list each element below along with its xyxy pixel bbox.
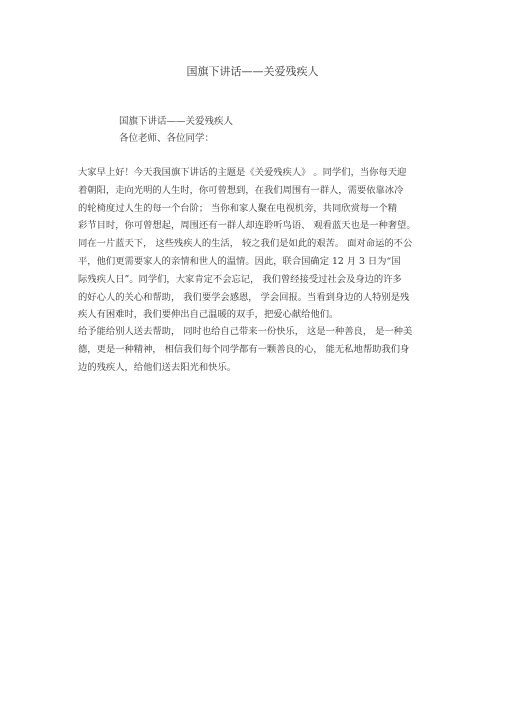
paragraph-line: 平，他们更需要家人的亲情和世人的温情。因此，联合国确定 12 月 3 日为“国	[78, 255, 401, 267]
paragraph-line: 际残疾人日”。同学们，大家肯定不会忘记， 我们曾经接受过社会及身边的许多	[78, 273, 402, 285]
paragraph-line: 的好心人的关心和帮助， 我们要学会感恩， 学会回报。当看到身边的人特别是残	[78, 291, 410, 303]
paragraph-line: 疾人有困难时，我们要伸出自己温暖的双手，把爱心献给他们。	[78, 309, 339, 321]
paragraph-1	[78, 164, 440, 324]
paragraph-line: 德，更是一种精神， 相信我们每个同学都有一颗善良的心， 能无私地帮助我们身	[78, 343, 410, 355]
paragraph-line: 同在一片蓝天下， 这些残疾人的生活， 较之我们是如此的艰苦。 面对命运的不公	[78, 238, 413, 250]
salutation: 各位老师、各位同学：	[119, 133, 215, 144]
paragraph-2	[78, 323, 440, 376]
paragraph-line: 边的残疾人，给他们送去阳光和快乐。	[78, 361, 237, 373]
paragraph-line: 着朝阳，走向光明的人生时，你可曾想到，在我们周围有一群人，需要依靠冰冷	[78, 184, 404, 196]
paragraph-line: 彩节目时，你可曾想起，周围还有一群人却连聆听鸟语、 观看蓝天也是一种奢望。	[78, 220, 416, 232]
paragraph-line: 的轮椅度过人生的每一个台阶； 当你和家人聚在电视机旁，共同欣赏每一个精	[78, 202, 398, 214]
speech-subheading: 国旗下讲话——关爱残疾人	[119, 116, 234, 127]
paragraph-line: 大家早上好！今天我国旗下讲话的主题是《关爱残疾人》 。同学们，当你每天迎	[78, 167, 407, 178]
paragraph-line: 给予能给别人送去帮助， 同时也给自己带来一份快乐， 这是一种善良， 是一种美	[78, 326, 413, 337]
document-title: 国旗下讲话——关爱残疾人	[186, 65, 319, 78]
